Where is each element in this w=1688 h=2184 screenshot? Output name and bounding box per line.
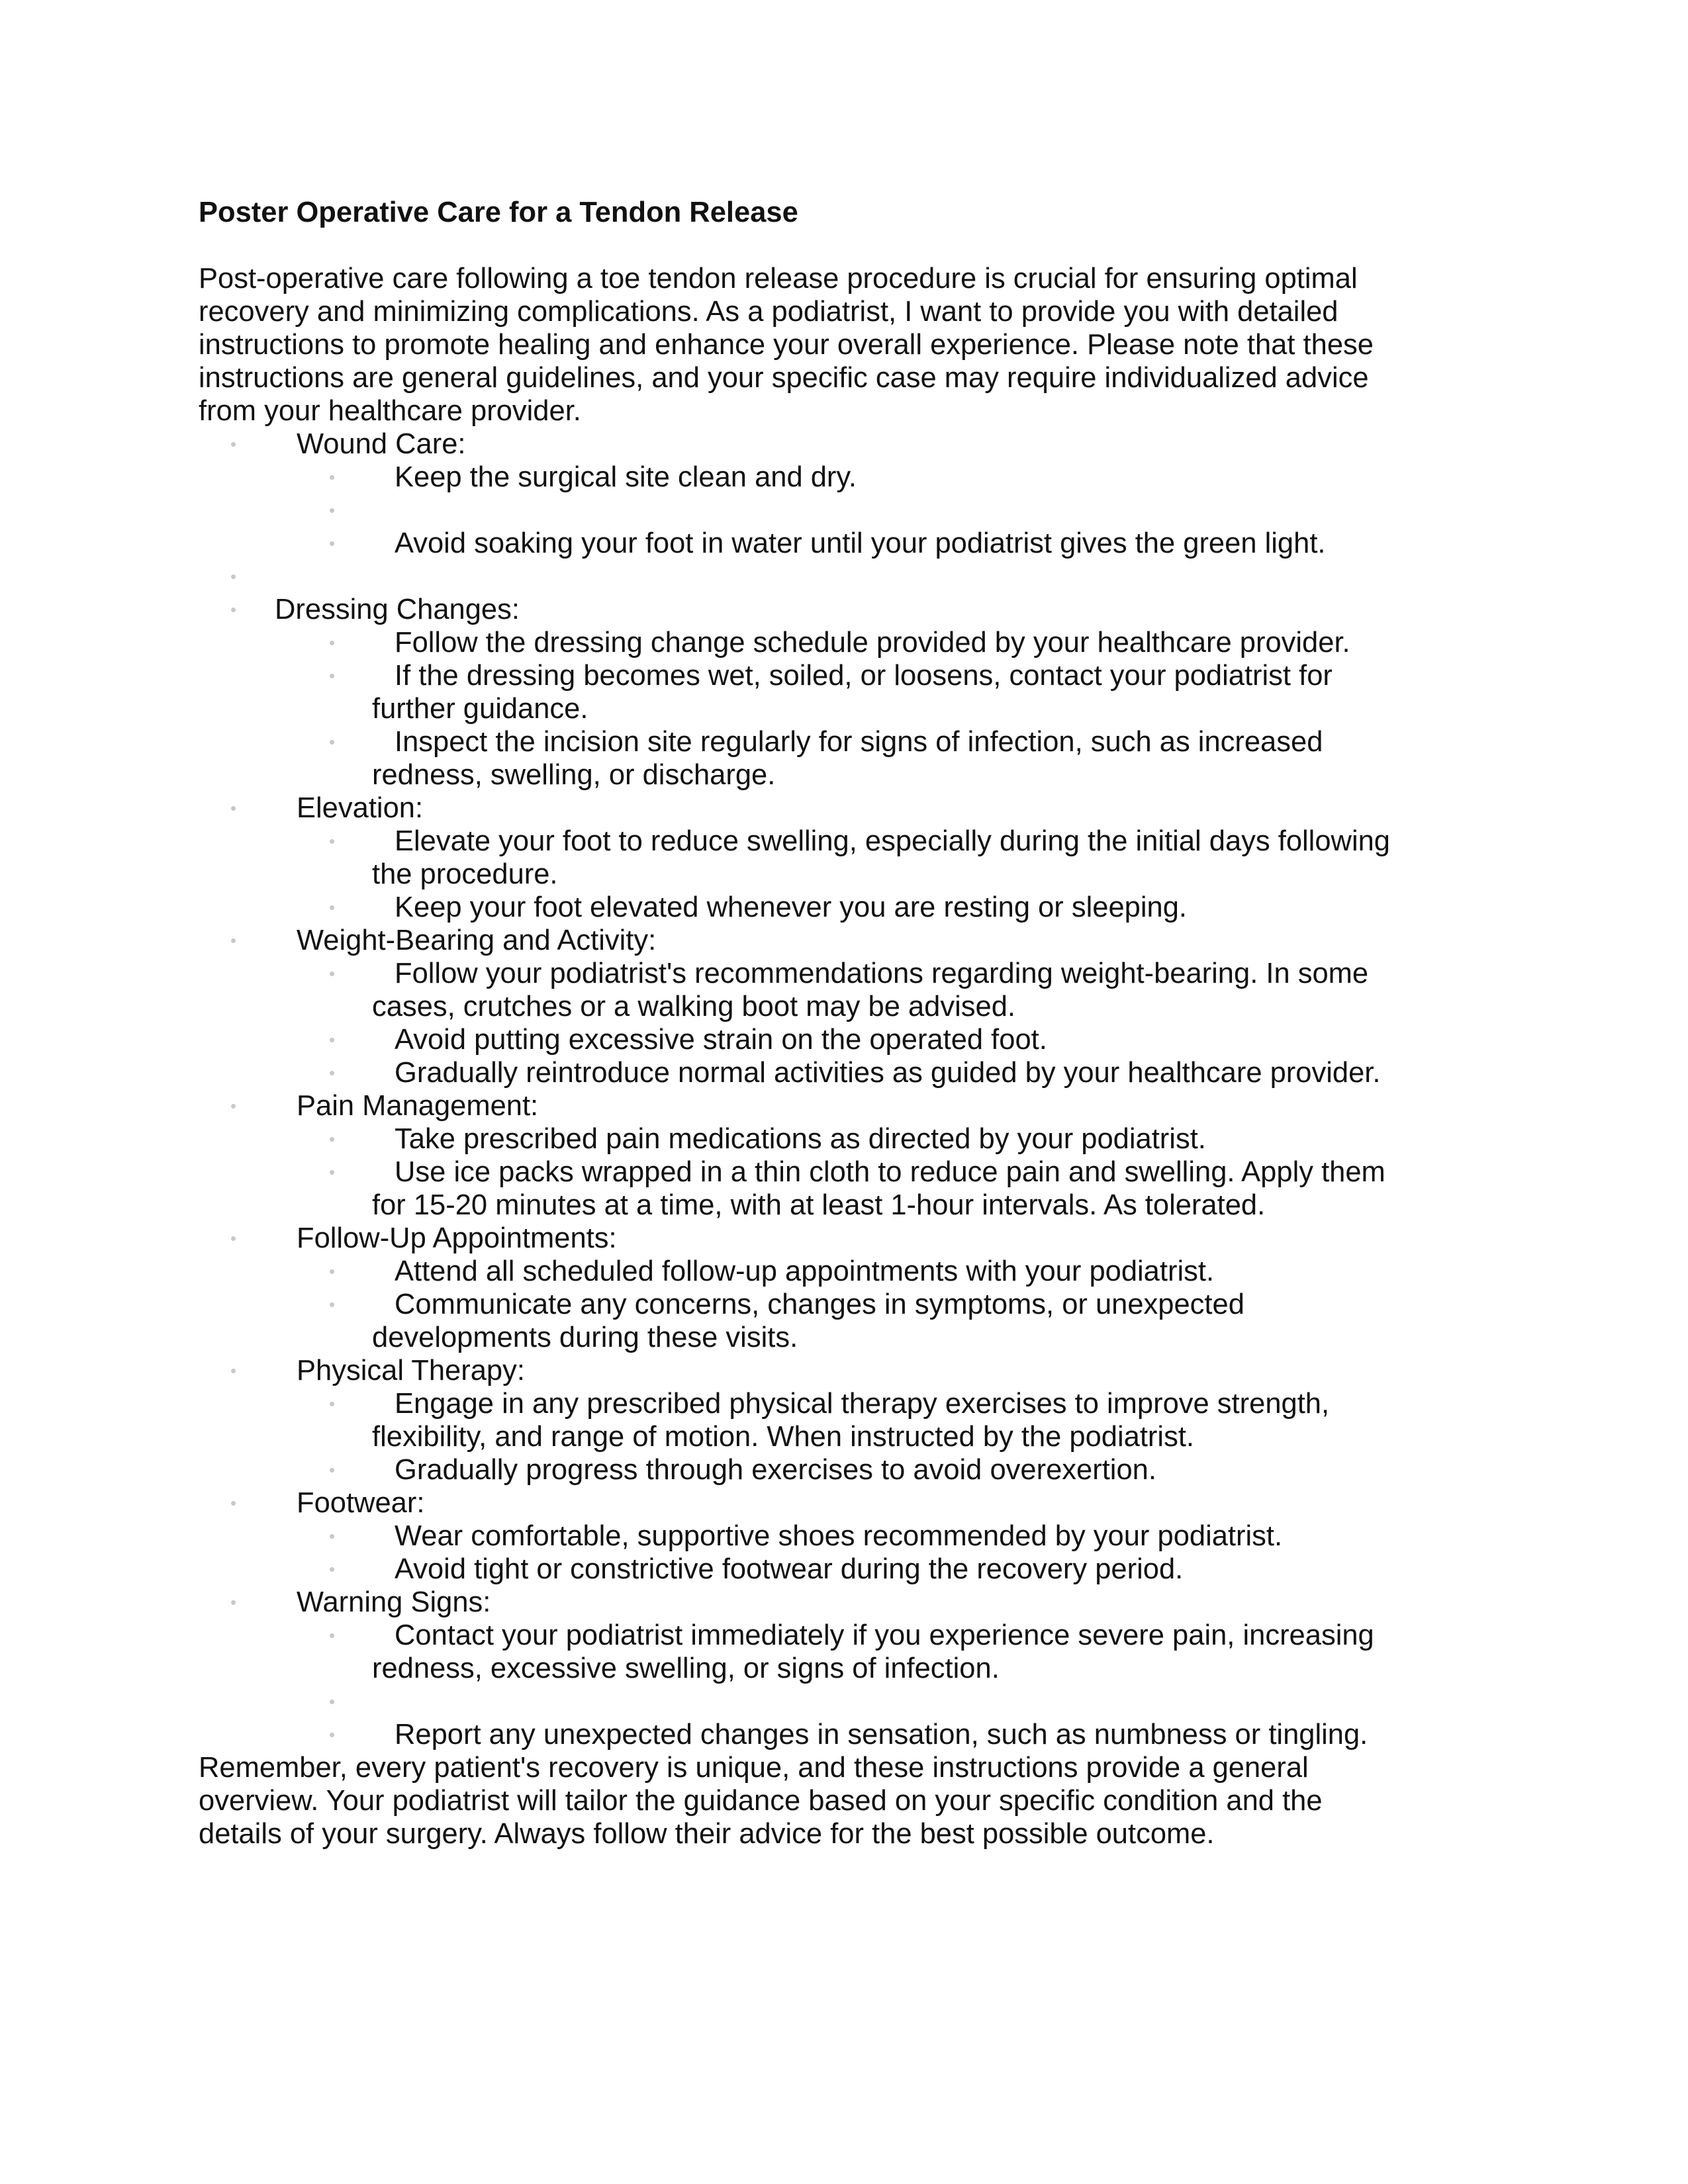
list-item-text: Avoid soaking your foot in water until your podiatrist gives the green light. bbox=[395, 527, 1326, 559]
document-title: Poster Operative Care for a Tendon Release bbox=[199, 197, 798, 228]
care-instructions-list bbox=[199, 428, 1489, 1751]
list-item-text: Gradually reintroduce normal activities as guided by your healthcare provider. bbox=[395, 1057, 1381, 1089]
sub-list-item bbox=[199, 957, 1489, 990]
list-item bbox=[199, 924, 1489, 957]
list-item-text: Keep the surgical site clean and dry. bbox=[395, 461, 857, 493]
bullet-icon: • bbox=[329, 1460, 336, 1480]
sub-list-item bbox=[199, 891, 1489, 924]
bullet-icon: • bbox=[329, 1030, 336, 1050]
bullet-icon: • bbox=[329, 897, 336, 917]
sub-list-item bbox=[199, 858, 1489, 891]
sub-list-item bbox=[199, 1685, 1489, 1718]
sub-list-item bbox=[199, 1189, 1489, 1222]
list-item-text: Engage in any prescribed physical therapy exercises to improve strength, bbox=[395, 1388, 1330, 1420]
list-item bbox=[199, 1089, 1489, 1122]
bullet-icon: • bbox=[329, 1526, 336, 1546]
list-item-text: further guidance. bbox=[372, 693, 588, 725]
list-item-text: Follow your podiatrist's recommendations regarding weight-bearing. In some bbox=[395, 958, 1369, 989]
list-item-text: Dressing Changes: bbox=[275, 594, 520, 625]
closing-paragraph: Remember, every patient's recovery is unique, and these instructions provide a general overview. Your podiatrist will tailor the guidance based on your specific condition and the details of your surgery. Always follow their advice for the best possible outcome. bbox=[199, 1752, 1323, 1850]
sub-list-item bbox=[199, 461, 1489, 494]
list-item-text: Weight-Bearing and Activity: bbox=[297, 925, 657, 956]
sub-list-item bbox=[199, 1553, 1489, 1586]
intro-paragraph: Post-operative care following a toe tendon release procedure is crucial for ensuring optimal recovery and minimizing complications. As a podiatrist, I want to provide you with detailed instructions to promote healing and enhance your overall experience. Please note that these instructions are general guidelines, and your specific case may require individualized advice from your healthcare provider. bbox=[199, 263, 1374, 427]
list-item-text: Follow-Up Appointments: bbox=[297, 1222, 617, 1254]
list-item-text: the procedure. bbox=[372, 858, 558, 890]
list-item bbox=[199, 1354, 1489, 1387]
list-item-text: Use ice packs wrapped in a thin cloth to reduce pain and swelling. Apply them bbox=[395, 1156, 1385, 1188]
bullet-icon: • bbox=[329, 1261, 336, 1281]
document-body bbox=[199, 196, 1489, 1850]
sub-list-item bbox=[199, 1023, 1489, 1056]
bullet-icon: • bbox=[329, 1295, 336, 1314]
bullet-icon: • bbox=[230, 1361, 237, 1381]
list-item-text: Wear comfortable, supportive shoes recommended by your podiatrist. bbox=[395, 1520, 1283, 1552]
list-item bbox=[199, 560, 1489, 593]
list-item bbox=[199, 1486, 1489, 1520]
sub-list-item bbox=[199, 1420, 1489, 1453]
sub-list-item bbox=[199, 626, 1489, 659]
list-item-text: Footwear: bbox=[297, 1487, 425, 1519]
bullet-icon: • bbox=[329, 633, 336, 653]
sub-list-item bbox=[199, 659, 1489, 692]
list-item bbox=[199, 1586, 1489, 1619]
list-item-text: Report any unexpected changes in sensation, such as numbness or tingling. bbox=[395, 1719, 1368, 1751]
sub-list-item bbox=[199, 1387, 1489, 1420]
bullet-icon: • bbox=[230, 434, 237, 454]
list-item-text: Avoid tight or constrictive footwear during the recovery period. bbox=[395, 1553, 1184, 1585]
bullet-icon: • bbox=[230, 798, 237, 818]
list-item-text: cases, crutches or a walking boot may be advised. bbox=[372, 991, 1015, 1023]
list-item-text: Take prescribed pain medications as directed by your podiatrist. bbox=[395, 1123, 1206, 1155]
sub-list-item bbox=[199, 758, 1489, 792]
list-item-text: Physical Therapy: bbox=[297, 1355, 525, 1387]
sub-list-item bbox=[199, 1652, 1489, 1685]
sub-list-item bbox=[199, 1453, 1489, 1486]
list-item-text: redness, swelling, or discharge. bbox=[372, 759, 776, 791]
list-item-text: flexibility, and range of motion. When instructed by the podiatrist. bbox=[372, 1421, 1195, 1453]
list-item-text: Follow the dressing change schedule provided by your healthcare provider. bbox=[395, 627, 1350, 659]
list-item-text: Elevate your foot to reduce swelling, especially during the initial days following bbox=[395, 825, 1390, 857]
bullet-icon: • bbox=[329, 1559, 336, 1579]
bullet-icon: • bbox=[230, 600, 237, 619]
list-item bbox=[199, 1222, 1489, 1255]
bullet-icon: • bbox=[329, 666, 336, 686]
bullet-icon: • bbox=[329, 467, 336, 487]
bullet-icon: • bbox=[329, 964, 336, 983]
list-item-text: redness, excessive swelling, or signs of infection. bbox=[372, 1653, 1000, 1684]
sub-list-item bbox=[199, 1288, 1489, 1321]
bullet-icon: • bbox=[230, 1228, 237, 1248]
bullet-icon: • bbox=[329, 1129, 336, 1149]
sub-list-item bbox=[199, 494, 1489, 527]
list-item-text: Pain Management: bbox=[297, 1090, 539, 1122]
sub-list-item bbox=[199, 692, 1489, 725]
sub-list-item bbox=[199, 1056, 1489, 1089]
list-item bbox=[199, 593, 1489, 626]
list-item-text: Inspect the incision site regularly for signs of infection, such as increased bbox=[395, 726, 1323, 758]
list-item-text: Wound Care: bbox=[297, 428, 466, 460]
bullet-icon: • bbox=[329, 1625, 336, 1645]
sub-list-item bbox=[199, 1321, 1489, 1354]
sub-list-item bbox=[199, 825, 1489, 858]
bullet-icon: • bbox=[329, 831, 336, 851]
list-item bbox=[199, 428, 1489, 461]
bullet-icon: • bbox=[329, 1162, 336, 1182]
list-item-text: Warning Signs: bbox=[297, 1586, 491, 1618]
bullet-icon: • bbox=[329, 1692, 336, 1711]
list-item-text: Keep your foot elevated whenever you are resting or sleeping. bbox=[395, 891, 1187, 923]
bullet-icon: • bbox=[230, 567, 237, 586]
sub-list-item bbox=[199, 1255, 1489, 1288]
bullet-icon: • bbox=[230, 1096, 237, 1116]
list-item-text: Attend all scheduled follow-up appointments with your podiatrist. bbox=[395, 1255, 1215, 1287]
list-item bbox=[199, 792, 1489, 825]
list-item-text: Contact your podiatrist immediately if you experience severe pain, increasing bbox=[395, 1619, 1374, 1651]
bullet-icon: • bbox=[329, 732, 336, 752]
bullet-icon: • bbox=[329, 533, 336, 553]
list-item-text: Elevation: bbox=[297, 792, 424, 824]
sub-list-item bbox=[199, 1156, 1489, 1189]
list-item-text: developments during these visits. bbox=[372, 1322, 798, 1353]
bullet-icon: • bbox=[329, 1394, 336, 1414]
sub-list-item bbox=[199, 527, 1489, 560]
list-item-text: Gradually progress through exercises to avoid overexertion. bbox=[395, 1454, 1156, 1486]
sub-list-item bbox=[199, 1520, 1489, 1553]
sub-list-item bbox=[199, 1619, 1489, 1652]
list-item-text: Communicate any concerns, changes in symptoms, or unexpected bbox=[395, 1289, 1244, 1320]
bullet-icon: • bbox=[329, 500, 336, 520]
bullet-icon: • bbox=[230, 1592, 237, 1612]
sub-list-item bbox=[199, 1718, 1489, 1751]
list-item-text: Avoid putting excessive strain on the operated foot. bbox=[395, 1024, 1047, 1056]
bullet-icon: • bbox=[230, 931, 237, 950]
sub-list-item bbox=[199, 990, 1489, 1023]
bullet-icon: • bbox=[329, 1063, 336, 1083]
list-item-text: If the dressing becomes wet, soiled, or loosens, contact your podiatrist for bbox=[395, 660, 1333, 692]
sub-list-item bbox=[199, 725, 1489, 758]
bullet-icon: • bbox=[230, 1493, 237, 1513]
bullet-icon: • bbox=[329, 1725, 336, 1745]
list-item-text: for 15-20 minutes at a time, with at least 1-hour intervals. As tolerated. bbox=[372, 1189, 1266, 1221]
sub-list-item bbox=[199, 1122, 1489, 1156]
